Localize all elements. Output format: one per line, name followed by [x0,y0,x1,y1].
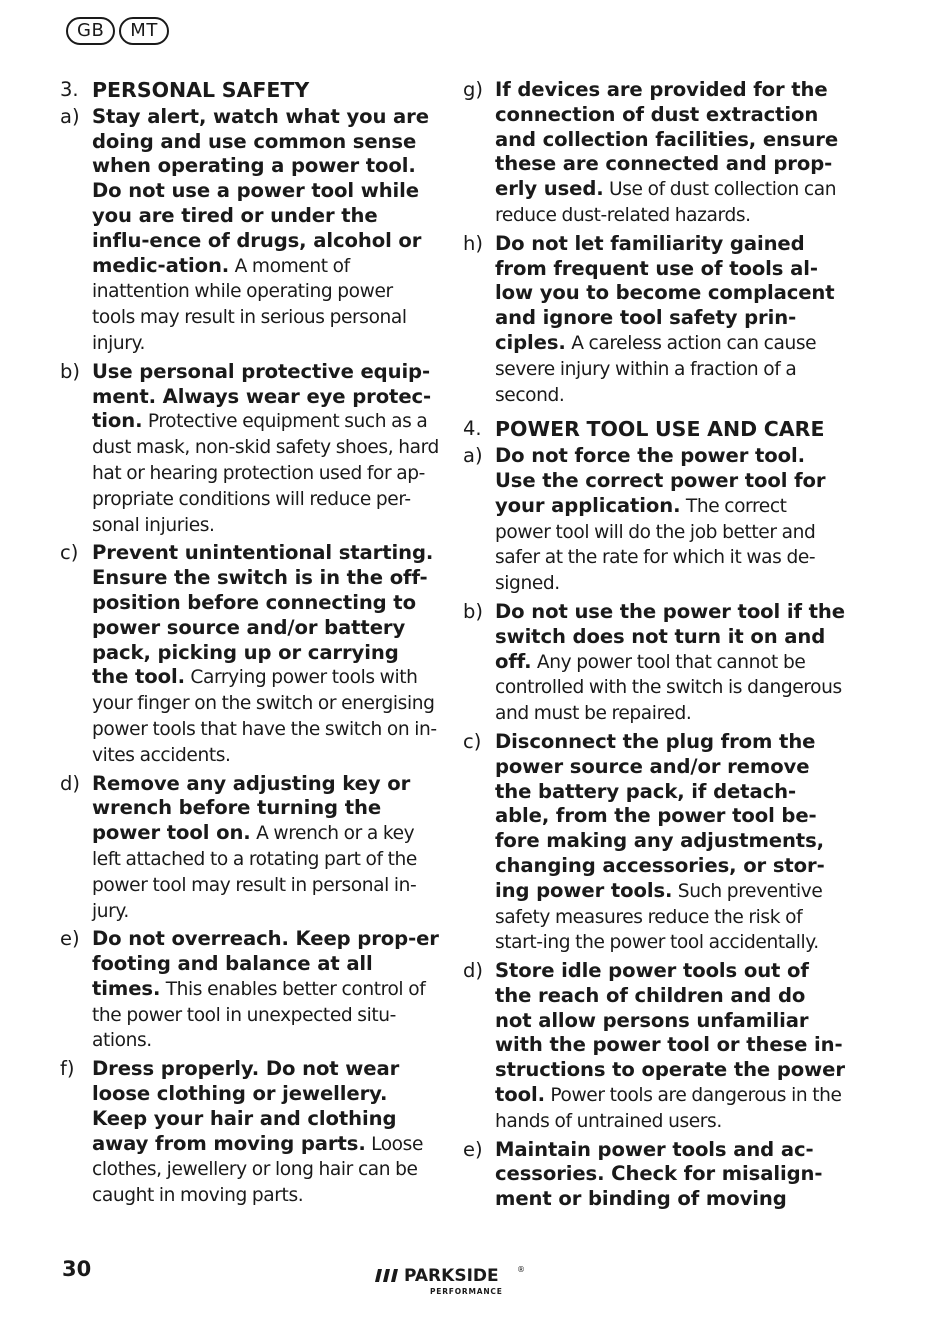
item-text [92,105,440,357]
item-bold-text: Disconnect the plug from the power source and/or remove the battery pack, if detach-able, from the power tool be-fore making any adjustments, changing accessories, or stor-ing power tools. [495,729,825,902]
list-item [463,600,845,727]
item-label: h) [463,231,483,255]
item-label: c) [463,729,482,753]
item-bold-text: Do not overreach. Keep prop-er footing and balance at all times. [92,927,439,1000]
item-regular-text: Use of dust collection can reduce dust-related hazards. [495,179,837,226]
item-regular-text: A moment of inattention while operating power tools may result in serious personal injury. [92,255,407,354]
item-bold-text: Prevent unintentional starting. Ensure the switch is in the off-position before connecting to power source and/or battery pack, picking up or carrying the tool. [92,541,434,689]
item-label: 3. [60,78,79,101]
item-bold-text: Stay alert, watch what you are doing and use common sense when operating a power tool. Do not use a power tool while you are tired or under the influ-ence of drugs, alcohol or medic-ation. [92,104,429,277]
language-badge-mt: MT [119,17,169,45]
logo-wordmark: PARKSIDE [404,1266,499,1286]
item-regular-text: Protective equipment such as a dust mask, non-skid safety shoes, hard hat or hearing protection used for ap-propriate conditions will reduce per-sonal injuries. [92,411,439,536]
language-badge-gb: GB [66,17,115,45]
item-text [495,444,845,597]
item-bold-text: Remove any adjusting key or wrench before turning the power tool on. [92,771,411,845]
logo-registered-mark: ® [517,1265,525,1274]
language-badges [66,17,169,45]
list-item [463,1138,845,1213]
item-bold-text: Do not use the power tool if the switch does not turn it on and off. [495,599,845,673]
left-column [60,78,440,1212]
list-item [463,959,845,1135]
item-bold-text: Store idle power tools out of the reach of children and do not allow persons unfamiliar with the power tool or these in-structions to operate the power tool. [495,959,845,1107]
list-item [60,541,440,768]
item-label: e) [60,927,80,951]
item-text [495,232,845,409]
item-text [495,730,845,956]
item-label: c) [60,541,79,565]
item-bold-text: Do not let familiarity gained from frequent use of tools al-low you to become complacent and ignore tool safety prin-ciples. [495,231,835,354]
list-item [60,772,440,925]
item-regular-text: This enables better control of the power tool in unexpected situ-ations. [92,978,426,1052]
item-bold-text: Maintain power tools and ac-cessories. Check for misalign-ment or binding of moving [495,1137,823,1211]
logo-subtitle: PERFORMANCE [430,1287,503,1296]
section-heading-text: POWER TOOL USE AND CARE [495,417,825,442]
list-item [60,105,440,357]
item-text [92,541,440,768]
list-item [463,78,845,229]
list-item [60,360,440,539]
right-column [463,78,845,1216]
item-regular-text: Any power tool that cannot be controlled with the switch is dangerous and must be repaired. [495,651,842,725]
item-label: b) [463,599,483,623]
item-regular-text: A careless action can cause severe injury within a fraction of a second. [495,332,817,406]
item-label: e) [463,1137,483,1161]
item-text [495,600,845,727]
item-label: f) [60,1057,75,1081]
item-label: a) [463,444,483,468]
section-heading [463,417,845,442]
logo-slashes-icon [374,1266,402,1284]
section-heading-text: PERSONAL SAFETY [92,78,310,102]
page-number: 30 [62,1257,92,1281]
item-regular-text: Power tools are dangerous in the hands of untrained users. [495,1085,842,1132]
item-regular-text: Such preventive safety measures reduce the risk of start-ing the power tool accidentally. [495,880,823,954]
item-text [92,927,440,1054]
item-bold-text: Dress properly. Do not wear loose clothing or jewellery. Keep your hair and clothing away from moving parts. [92,1057,400,1155]
item-label: g) [463,78,483,101]
item-text [495,959,845,1135]
item-label: d) [463,959,483,983]
list-item [60,1057,440,1209]
item-text [495,1138,845,1213]
item-regular-text: Loose clothes, jewellery or long hair can be caught in moving parts. [92,1133,423,1207]
item-label: a) [60,104,80,128]
item-bold-text: Do not force the power tool. Use the correct power tool for your application. [495,444,826,517]
item-label: d) [60,771,80,795]
list-item [463,444,845,597]
section-heading [60,78,440,103]
item-bold-text: Use personal protective equip-ment. Always wear eye protec-tion. [92,359,432,433]
item-regular-text: The correct power tool will do the job better and safer at the rate for which it was de-signed. [495,495,816,595]
list-item [463,730,845,956]
item-regular-text: A wrench or a key left attached to a rotating part of the power tool may result in personal in-jury. [92,823,417,922]
item-label: 4. [463,417,482,441]
list-item [463,232,845,409]
item-text [92,360,440,539]
item-label: b) [60,359,80,383]
item-regular-text: Carrying power tools with your finger on the switch or energising power tools that have the switch on in-vites accidents. [92,667,437,766]
item-text [92,1057,440,1209]
item-text [92,772,440,925]
item-text [495,78,845,229]
parkside-logo [374,1266,524,1300]
list-item [60,927,440,1054]
item-bold-text: If devices are provided for the connection of dust extraction and collection facilities, ensure these are connected and prop-erly used. [495,78,839,201]
